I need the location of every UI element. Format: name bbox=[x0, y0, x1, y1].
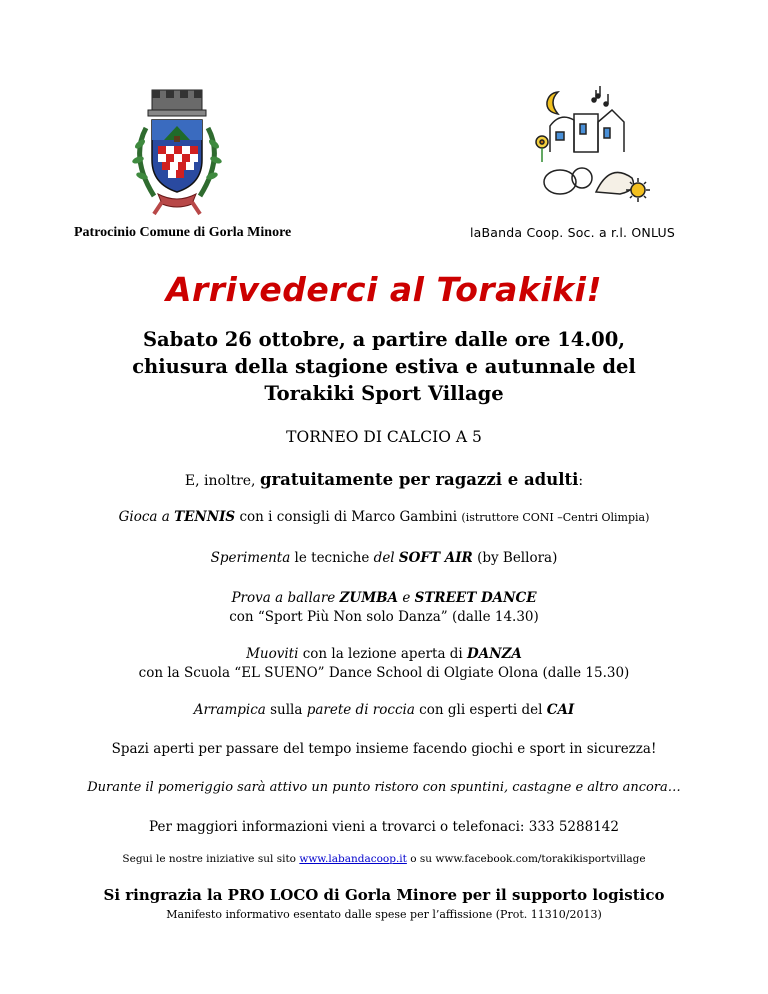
activity-softair bbox=[0, 550, 768, 566]
softair-rest: (by Bellora) bbox=[472, 550, 558, 566]
danza-line-2: con la Scuola “EL SUENO” Dance School di Olgiate Olona (dalle 15.30) bbox=[138, 665, 630, 681]
activity-zumba bbox=[0, 589, 768, 627]
headline-line-1: Sabato 26 ottobre, a partire dalle ore 14.00, bbox=[142, 328, 626, 351]
tennis-rest: con i consigli di Marco Gambini bbox=[235, 509, 462, 525]
softair-del: del bbox=[373, 550, 399, 566]
manifesto-note: Manifesto informativo esentato dalle spese per l’affissione (Prot. 11310/2013) bbox=[166, 908, 602, 921]
spazi-text: Spazi aperti per passare del tempo insieme facendo giochi e sport in sicurezza! bbox=[111, 741, 657, 757]
coop-name-label: laBanda Coop. Soc. a r.l. ONLUS bbox=[470, 225, 675, 240]
torneo-text: TORNEO DI CALCIO A 5 bbox=[286, 428, 482, 446]
tennis-verb: Gioca a bbox=[118, 509, 175, 525]
headline-line-3: Torakiki Sport Village bbox=[264, 382, 504, 405]
arrampica-mid: sulla bbox=[265, 702, 307, 718]
inoltre-text bbox=[0, 470, 768, 489]
inoltre-prefix: E, inoltre, bbox=[184, 473, 260, 489]
inoltre-bold: gratuitamente per ragazzi e adulti bbox=[259, 470, 579, 489]
danza-rest: con la lezione aperta di bbox=[298, 646, 468, 662]
danza-verb: Muoviti bbox=[246, 646, 299, 662]
event-headline bbox=[0, 326, 768, 407]
website-link[interactable]: www.labandacoop.it bbox=[299, 853, 407, 865]
headline-line-2: chiusura della stagione estiva e autunnale del bbox=[132, 355, 636, 378]
arrampica-rest: con gli esperti del bbox=[414, 702, 547, 718]
arrampica-name: CAI bbox=[546, 702, 575, 718]
arrampica-place: parete di roccia bbox=[306, 702, 415, 718]
arrampica-verb: Arrampica bbox=[193, 702, 266, 718]
zumba-verb: Prova a ballare bbox=[231, 590, 340, 606]
zumba-e: e bbox=[398, 590, 415, 606]
social-suffix: o su www.facebook.com/torakikisportvillage bbox=[406, 853, 646, 865]
inoltre-suffix: : bbox=[578, 473, 584, 489]
labanda-coop-logo bbox=[520, 82, 670, 212]
softair-name: SOFT AIR bbox=[398, 550, 473, 566]
tennis-note: (istruttore CONI –Centri Olimpia) bbox=[461, 511, 650, 524]
thanks-text: Si ringrazia la PRO LOCO di Gorla Minore per il supporto logistico bbox=[103, 886, 665, 904]
activity-danza bbox=[0, 645, 768, 683]
info-text: Per maggiori informazioni vieni a trovarci o telefonaci: 333 5288142 bbox=[149, 819, 619, 835]
zumba-name-1: ZUMBA bbox=[339, 590, 399, 606]
ristoro-text: Durante il pomeriggio sarà attivo un punto ristoro con spuntini, castagne e altro ancora… bbox=[87, 780, 681, 795]
softair-verb: Sperimenta bbox=[210, 550, 291, 566]
zumba-name-2: STREET DANCE bbox=[414, 590, 537, 606]
tennis-name: TENNIS bbox=[174, 509, 236, 525]
page-title: Arrivederci al Torakiki! bbox=[165, 270, 603, 309]
activity-tennis bbox=[0, 509, 768, 525]
zumba-line-2: con “Sport Più Non solo Danza” (dalle 14.30) bbox=[229, 609, 539, 625]
activity-arrampica bbox=[0, 702, 768, 718]
softair-mid: le tecniche bbox=[290, 550, 374, 566]
danza-name: DANZA bbox=[467, 646, 522, 662]
patrocinio-label: Patrocinio Comune di Gorla Minore bbox=[74, 225, 292, 240]
social-prefix: Segui le nostre iniziative sul sito bbox=[122, 853, 300, 865]
coat-of-arms-logo bbox=[118, 88, 236, 216]
social-text bbox=[0, 853, 768, 865]
